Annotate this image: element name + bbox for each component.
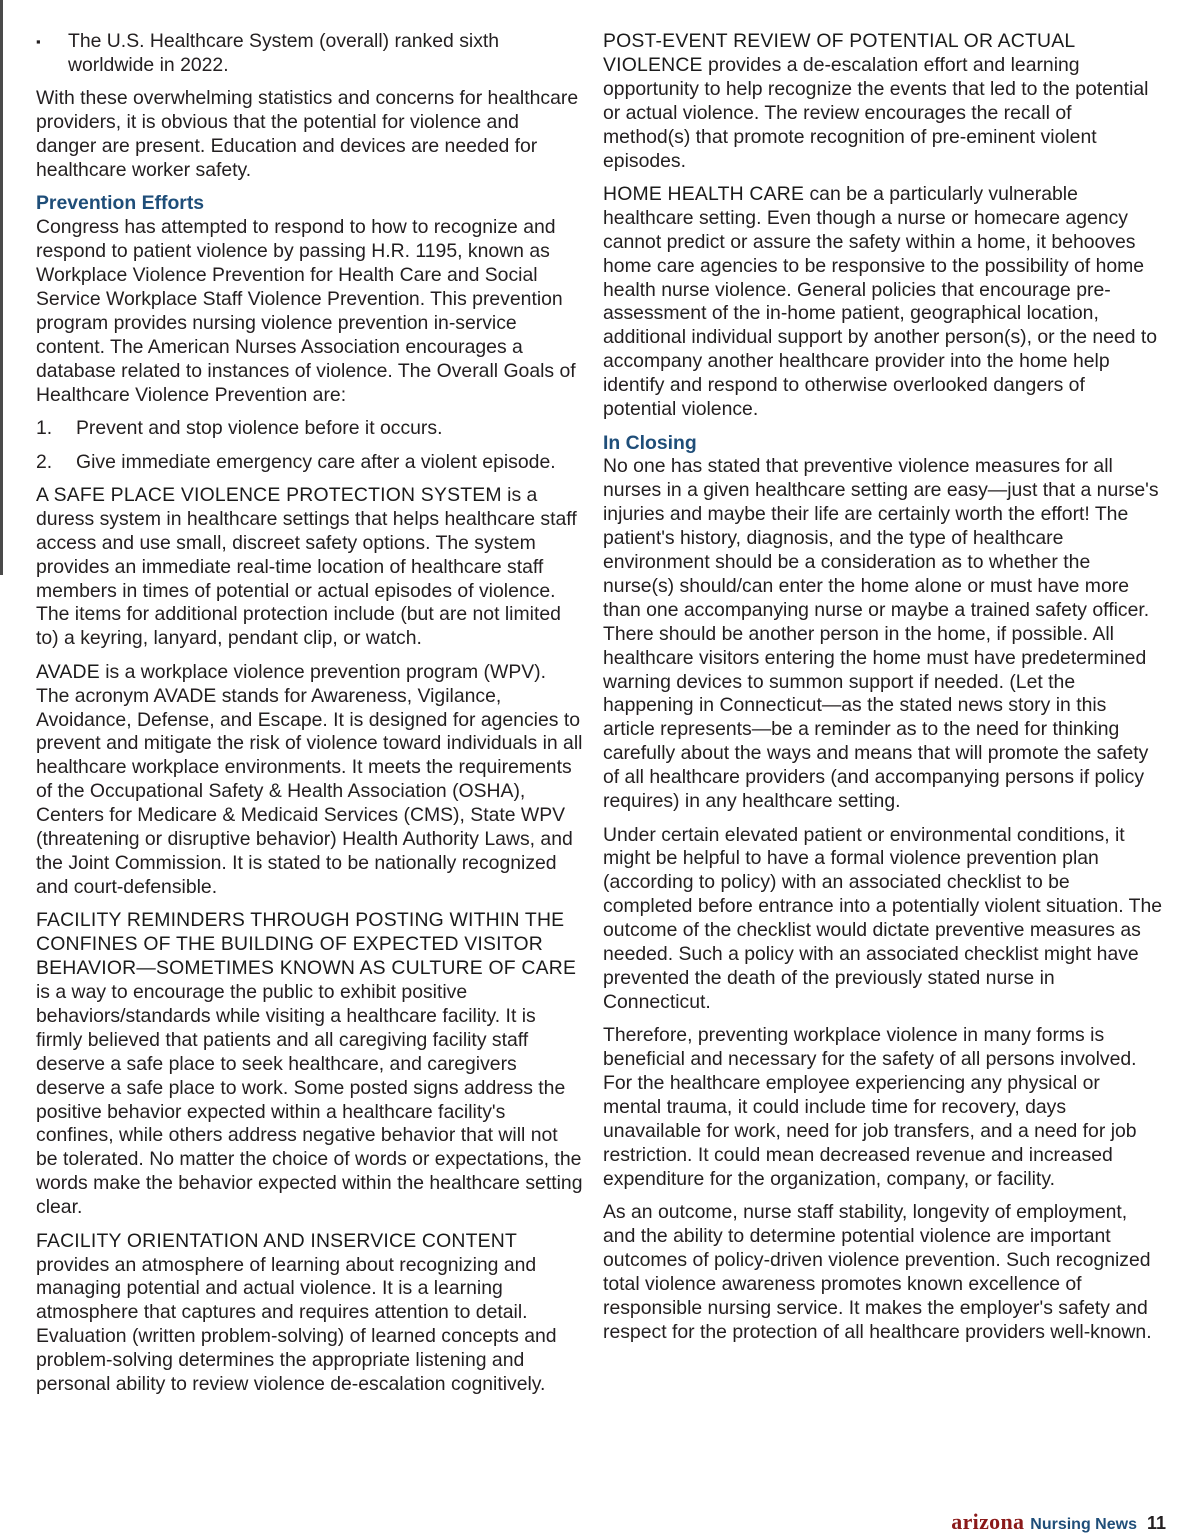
paragraph-facility-orientation bbox=[36, 1230, 584, 1397]
lead-facility-orientation: FACILITY ORIENTATION AND INSERVICE CONTENT bbox=[36, 1229, 518, 1252]
heading-in-closing: In Closing bbox=[603, 431, 697, 454]
goal-number: 2. bbox=[36, 450, 53, 473]
page-footer bbox=[951, 1509, 1166, 1535]
body-home-health: can be a particularly vulnerable healthcare setting. Even though a nurse or homecare agency cannot predict or assure the safety within a home, it behooves home care agencies to be responsive to the possibility of home health nurse violence. General policies that encourage pre-assessment of the in-home patient, geographical location, additional individual support by another person(s), or the need to accompany another healthcare provider into the home help identify and respond to otherwise overlooked dangers of potential violence. bbox=[603, 182, 1158, 421]
page-edge-rule bbox=[0, 0, 3, 575]
right-column bbox=[603, 30, 1163, 1354]
lead-safe-place: A SAFE PLACE VIOLENCE PROTECTION SYSTEM bbox=[36, 483, 502, 506]
brand-logo: arizona bbox=[951, 1509, 1025, 1534]
paragraph-avade bbox=[36, 661, 584, 900]
goal-item-1 bbox=[36, 417, 584, 441]
bullet-text: The U.S. Healthcare System (overall) ranked sixth worldwide in 2022. bbox=[68, 30, 500, 76]
paragraph-post-event bbox=[603, 30, 1163, 173]
goal-text: Give immediate emergency care after a violent episode. bbox=[76, 450, 556, 473]
paragraph-closing-2: Under certain elevated patient or environmental conditions, it might be helpful to have a formal violence prevention plan (according to policy) with an associated checklist to be completed before entrance into a potentially violent situation. The outcome of the checklist would dictate preventive measures as needed. Such a policy with an associated checklist might have prevented the death of the previously stated nurse in Connecticut. bbox=[603, 823, 1163, 1013]
paragraph-facility-reminders bbox=[36, 909, 584, 1220]
paragraph-closing-1: No one has stated that preventive violence measures for all nurses in a given healthcare setting are easy—just that a nurse's injuries and maybe their life are certainly worth the effort! The patient's history, diagnosis, and the type of healthcare environment should be a consideration as to whether the nurse(s) should/can enter the home alone or must have more than one accompanying nurse or maybe a trained safety officer. There should be another person in the home, if possible. All healthcare visitors entering the home must have predetermined warning devices to summon support if needed. (Let the happening in Connecticut—as the stated news story in this article represents—be a reminder as to the need for thinking carefully about the ways and means that will promote the safety of all healthcare providers (and accompanying persons if policy requires) in any healthcare setting. bbox=[603, 455, 1159, 813]
heading-prevention-efforts: Prevention Efforts bbox=[36, 192, 205, 215]
lead-avade: AVADE bbox=[36, 660, 100, 683]
lead-post-event: POST-EVENT REVIEW OF POTENTIAL OR ACTUAL VIOLENCE bbox=[603, 30, 1075, 76]
body-safe-place: is a duress system in healthcare settings that helps healthcare staff access and use small, discreet safety options. The system provides an immediate real-time location of healthcare staff members in times of potential or actual episodes of violence. The items for additional protection include (but are not limited to) a keyring, lanyard, pendant clip, or watch. bbox=[36, 483, 577, 650]
goal-text: Prevent and stop violence before it occurs. bbox=[76, 417, 443, 440]
list-item bbox=[36, 30, 584, 78]
paragraph-safe-place bbox=[36, 484, 584, 651]
paragraph-closing-3: Therefore, preventing workplace violence in many forms is beneficial and necessary for the safety of all persons involved. For the healthcare employee experiencing any physical or mental trauma, it could include time for recovery, days unavailable for work, need for job transfers, and a need for job restriction. It could mean decreased revenue and increased expenditure for the organization, company, or facility. bbox=[603, 1024, 1137, 1190]
paragraph-congress: Congress has attempted to respond to how to recognize and respond to patient violence by passing H.R. 1195, known as Workplace Violence Prevention for Health Care and Social Service Workplace Staff Violence Prevention. This prevention program provides nursing violence prevention in-service content. The American Nurses Association encourages a database related to instances of violence. The Overall Goals of Healthcare Violence Prevention are: bbox=[36, 216, 576, 406]
paragraph-statistics: With these overwhelming statistics and concerns for healthcare providers, it is obvious that the potential for violence and danger are present. Education and devices are needed for healthcare worker safety. bbox=[36, 87, 579, 182]
lead-home-health: HOME HEALTH CARE bbox=[603, 182, 805, 205]
body-post-event: provides a de-escalation effort and learning opportunity to help recognize the events that led to the potential or actual violence. The review encourages the recall of method(s) that promote recognition of pre-eminent violent episodes. bbox=[603, 53, 1149, 172]
goal-item-2 bbox=[36, 451, 584, 475]
body-facility-orientation: provides an atmosphere of learning about recognizing and managing potential and actual violence. It is a learning atmosphere that captures and requires attention to detail. Evaluation (written problem-solving) of learned concepts and problem-solving determines the appropriate listening and personal ability to review violence de-escalation cognitively. bbox=[36, 1253, 557, 1396]
page-number: 11 bbox=[1146, 1513, 1166, 1533]
paragraph-closing-4: As an outcome, nurse staff stability, longevity of employment, and the ability to determine potential violence are important outcomes of policy-driven violence prevention. Such recognized total violence awareness promotes known excellence of responsible nursing service. It makes the employer's safety and respect for the protection of all healthcare providers well-known. bbox=[603, 1201, 1152, 1343]
goal-number: 1. bbox=[36, 417, 53, 440]
lead-facility-reminders: FACILITY REMINDERS THROUGH POSTING WITHIN THE CONFINES OF THE BUILDING OF EXPECTED VISITOR BEHAVIOR—SOMETIMES KNOWN AS CULTURE OF CARE bbox=[36, 909, 577, 980]
body-avade: is a workplace violence prevention program (WPV). The acronym AVADE stands for Awareness, Vigilance, Avoidance, Defense, and Escape. It is designed for agencies to prevent and mitigate the risk of violence toward individuals in all healthcare workplace environments. It meets the requirements of the Occupational Safety & Health Association (OSHA), Centers for Medicare & Medicaid Services (CMS), State WPV (threatening or disruptive behavior) Health Authority Laws, and the Joint Commission. It is stated to be nationally recognized and court-defensible. bbox=[36, 660, 583, 898]
magazine-name: Nursing News bbox=[1030, 1516, 1137, 1533]
bullet-icon: ▪ bbox=[36, 34, 41, 49]
left-column bbox=[36, 30, 584, 1406]
body-facility-reminders: is a way to encourage the public to exhibit positive behaviors/standards while visiting a healthcare facility. It is firmly believed that patients and all caregiving facility staff deserve a safe place to seek healthcare, and caregivers deserve a safe place to work. Some posted signs address the positive behavior expected within a healthcare facility's confines, while others address negative behavior that will not be tolerated. No matter the choice of words or expectations, the words make the behavior expected within the healthcare setting clear. bbox=[36, 981, 583, 1219]
paragraph-home-health bbox=[603, 183, 1163, 422]
